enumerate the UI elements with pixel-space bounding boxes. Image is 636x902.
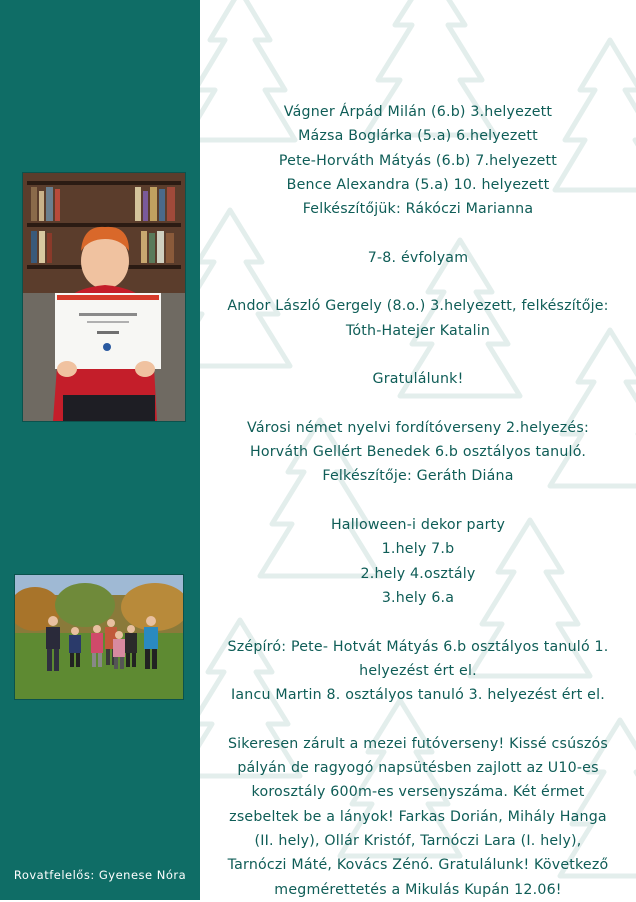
calligraphy-line: helyezést ért el. xyxy=(359,662,477,679)
running-race-line: zsebeltek be a lányok! Farkas Dorián, Mihály Hanga xyxy=(229,808,607,825)
student-certificate-photo xyxy=(22,172,186,422)
grade-heading: 7-8. évfolyam xyxy=(367,249,469,266)
certificate-photo-icon xyxy=(23,173,185,421)
group-photo-icon xyxy=(15,575,183,699)
running-race-line: Tarnóczi Máté, Kovács Zénó. Gratulálunk! Következő xyxy=(227,857,609,874)
halloween-heading: Halloween-i dekor party xyxy=(330,517,506,534)
result-line: Pete-Horváth Mátyás (6.b) 7.helyezett xyxy=(278,152,558,169)
result-line: Bence Alexandra (5.a) 10. helyezett xyxy=(286,176,550,193)
halloween-place: 3.hely 6.a xyxy=(381,589,455,606)
main-content xyxy=(200,100,636,902)
translation-contest-line: Horváth Gellért Benedek 6.b osztályos tanuló. xyxy=(249,444,587,461)
teacher-line: Tóth-Hatejer Katalin xyxy=(345,322,491,339)
teacher-line: Felkészítője: Geráth Diána xyxy=(322,468,514,485)
running-race-line: (II. hely), Ollár Kristóf, Tarnóczi Lara (I. hely), xyxy=(254,832,582,849)
running-race-line: megmérettetés a Mikulás Kupán 12.06! xyxy=(274,881,562,898)
result-line: Mázsa Boglárka (5.a) 6.helyezett xyxy=(298,128,538,145)
calligraphy-line: Iancu Martin 8. osztályos tanuló 3. helyezést ért el. xyxy=(231,687,605,704)
halloween-place: 1.hely 7.b xyxy=(381,541,455,558)
sidebar xyxy=(0,0,200,900)
result-line: Andor László Gergely (8.o.) 3.helyezett, felkészítője: xyxy=(227,298,609,315)
calligraphy-line: Szépíró: Pete- Hotvát Mátyás 6.b osztályos tanuló 1. xyxy=(227,638,609,655)
teacher-line: Felkészítőjük: Rákóczi Marianna xyxy=(302,201,534,218)
running-race-line: korosztály 600m-es versenyszáma. Két érmet xyxy=(251,784,585,801)
running-race-line: pályán de ragyogó napsütésben zajlott az U10-es xyxy=(237,760,599,777)
runners-group-photo xyxy=(14,574,184,700)
halloween-place: 2.hely 4.osztály xyxy=(360,565,476,582)
editor-credit: Rovatfelelős: Gyenese Nóra xyxy=(13,868,187,882)
congratulations-line: Gratulálunk! xyxy=(372,371,464,388)
translation-contest-line: Városi német nyelvi fordítóverseny 2.helyezés: xyxy=(247,419,589,436)
result-line: Vágner Árpád Milán (6.b) 3.helyezett xyxy=(283,104,553,120)
running-race-line: Sikeresen zárult a mezei futóverseny! Kissé csúszós xyxy=(227,735,609,752)
